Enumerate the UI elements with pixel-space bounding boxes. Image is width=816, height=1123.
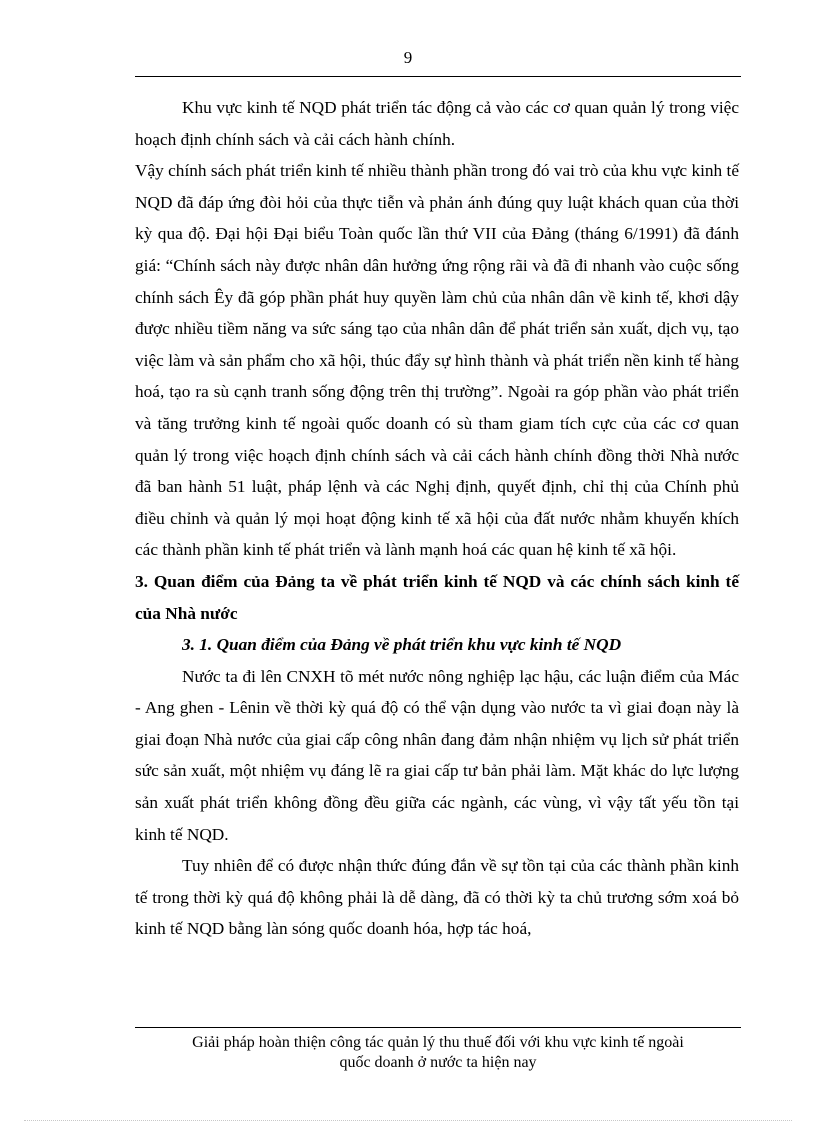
page-footer xyxy=(135,1033,741,1073)
subsection-heading-3-1: 3. 1. Quan điểm của Đảng về phát triển khu vực kinh tế NQD xyxy=(182,635,622,655)
footer-line-1: Giải pháp hoàn thiện công tác quản lý thu thuế đối với khu vực kinh tế ngoài xyxy=(192,1034,684,1051)
paragraph-2: Vậy chính sách phát triển kinh tế nhiều thành phần trong đó vai trò của khu vực kinh tế NQD đã đáp ứng đòi hỏi của thực tiễn và phản ánh đúng quy luật khách quan của thời kỳ qua độ. Đại hội Đại biểu Toàn quốc lần thứ VII của Đảng (tháng 6/1991) đã đánh giá: “Chính sách này được nhân dân hưởng ứng rộng rãi và đã đi nhanh vào cuộc sống chính sách Êy đã góp phần phát huy quyền làm chủ của nhân dân về kinh tế, khơi dậy được nhiều tiềm năng va sức sáng tạo của nhân dân để phát triển sản xuất, dịch vụ, tạo việc làm và sản phẩm cho xã hội, thúc đẩy sự hình thành và phát triển nền kinh tế hàng hoá, tạo ra sù cạnh tranh sống động trên thị trường”. Ngoài ra góp phần vào phát triển và tăng trưởng kinh tế ngoài quốc doanh có sù tham giam tích cực của các cơ quan quản lý trong việc hoạch định chính sách và cải cách hành chính đồng thời Nhà nước đã ban hành 51 luật, pháp lệnh và các Nghị định, quyết định, chỉ thị của Chính phủ điều chỉnh và quản lý mọi hoạt động kinh tế xã hội của đất nước nhằm khuyến khích các thành phần kinh tế phát triển và lành mạnh hoá các quan hệ kinh tế xã hội. xyxy=(135,161,739,560)
page-edge-divider xyxy=(24,1120,792,1121)
page-number: 9 xyxy=(403,48,413,67)
footer-line-2: quốc doanh ở nước ta hiện nay xyxy=(339,1054,537,1071)
paragraph-3: Nước ta đi lên CNXH tõ mét nước nông nghiệp lạc hậu, các luận điểm của Mác - Ang ghen - Lênin về thời kỳ quá độ có thể vận dụng vào nước ta vì giai đoạn này là giai đoạn Nhà nước của giai cấp công nhân đang đảm nhận nhiệm vụ lịch sử phát triển sức sản xuất, một nhiệm vụ đáng lẽ ra giai cấp tư bản phải làm. Mặt khác do lực lượng sản xuất phát triển không đồng đều giữa các ngành, các vùng, vì vậy tất yếu tồn tại kinh tế NQD. xyxy=(135,666,739,844)
footer-divider xyxy=(135,1027,741,1028)
header-divider xyxy=(135,76,741,77)
paragraph-1: Khu vực kinh tế NQD phát triển tác động cả vào các cơ quan quản lý trong việc hoạch định chính sách và cải cách hành chính. xyxy=(135,98,739,149)
document-body xyxy=(135,92,739,945)
section-heading-3: 3. Quan điểm của Đảng ta về phát triển kinh tế NQD và các chính sách kinh tế của Nhà nước xyxy=(135,571,739,623)
paragraph-4: Tuy nhiên để có được nhận thức đúng đắn về sự tồn tại của các thành phần kinh tế trong thời kỳ quá độ không phải là dễ dàng, đã có thời kỳ ta chủ trương sớm xoá bỏ kinh tế NQD bằng làn sóng quốc doanh hóa, hợp tác hoá, xyxy=(135,856,739,939)
